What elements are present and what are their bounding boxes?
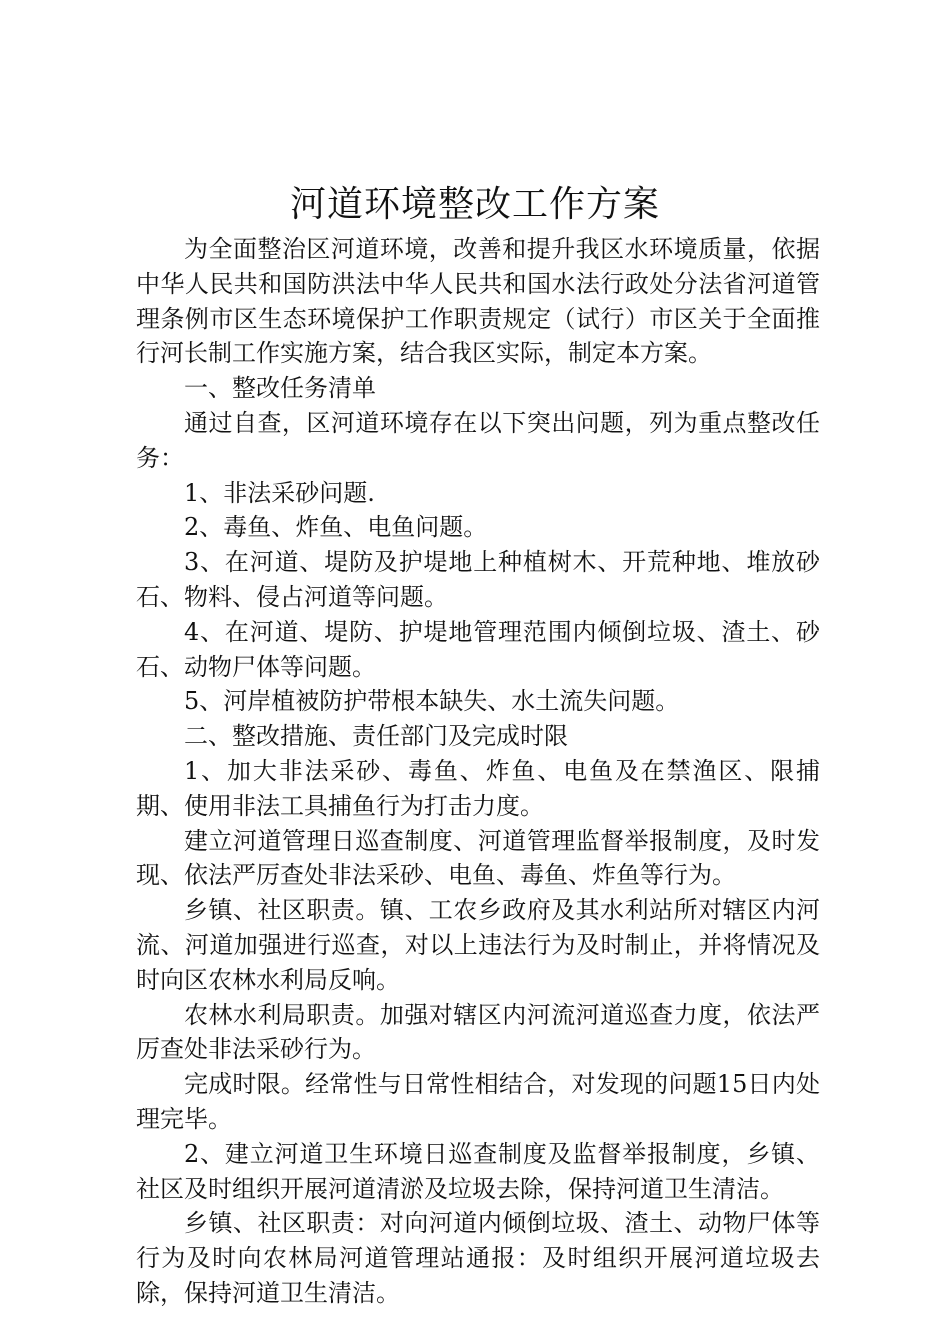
list-item: 3、在河道、堤防及护堤地上种植树木、开荒种地、堆放砂石、物料、侵占河道等问题。 bbox=[136, 548, 820, 611]
list-item: 4、在河道、堤防、护堤地管理范围内倾倒垃圾、渣土、砂石、动物尸体等问题。 bbox=[136, 617, 820, 681]
paragraph: 1、加大非法采砂、毒鱼、炸鱼、电鱼及在禁渔区、限捕期、使用非法工具捕鱼行为打击力度。 bbox=[136, 756, 820, 820]
section-heading-2: 二、整改措施、责任部门及完成时限 bbox=[184, 722, 568, 751]
document-body bbox=[136, 232, 820, 1311]
list-item: 2、毒鱼、炸鱼、电鱼问题。 bbox=[184, 513, 488, 542]
paragraph: 农林水利局职责。加强对辖区内河流河道巡查力度，依法严厉查处非法采砂行为。 bbox=[136, 1000, 820, 1064]
paragraph-intro: 为全面整治区河道环境，改善和提升我区水环境质量，依据中华人民共和国防洪法中华人民共和国水法行政处分法省河道管理条例市区生态环境保护工作职责规定（试行）市区关于全面推行河长制工作实施方案，结合我区实际，制定本方案。 bbox=[136, 235, 820, 368]
paragraph: 完成时限。经常性与日常性相结合，对发现的问题15日内处理完毕。 bbox=[136, 1070, 820, 1133]
list-item: 5、河岸植被防护带根本缺失、水土流失问题。 bbox=[184, 687, 680, 716]
document-title: 河道环境整改工作方案 bbox=[289, 184, 660, 225]
list-item: 1、非法采砂问题. bbox=[184, 478, 375, 507]
paragraph: 2、建立河道卫生环境日巡查制度及监督举报制度，乡镇、社区及时组织开展河道清淤及垃圾去除，保持河道卫生清洁。 bbox=[136, 1139, 820, 1203]
paragraph: 乡镇、社区职责。镇、工农乡政府及其水利站所对辖区内河流、河道加强进行巡查，对以上违法行为及时制止，并将情况及时向区农林水利局反响。 bbox=[136, 896, 820, 994]
paragraph: 乡镇、社区职责：对向河道内倾倒垃圾、渣土、动物尸体等行为及时向农林局河道管理站通报：及时组织开展河道垃圾去除，保持河道卫生清洁。 bbox=[136, 1209, 820, 1307]
paragraph: 建立河道管理日巡查制度、河道管理监督举报制度，及时发现、依法严厉查处非法采砂、电鱼、毒鱼、炸鱼等行为。 bbox=[136, 826, 820, 890]
section-heading-1: 一、整改任务清单 bbox=[184, 374, 376, 403]
paragraph: 通过自查，区河道环境存在以下突出问题，列为重点整改任务： bbox=[136, 408, 820, 472]
